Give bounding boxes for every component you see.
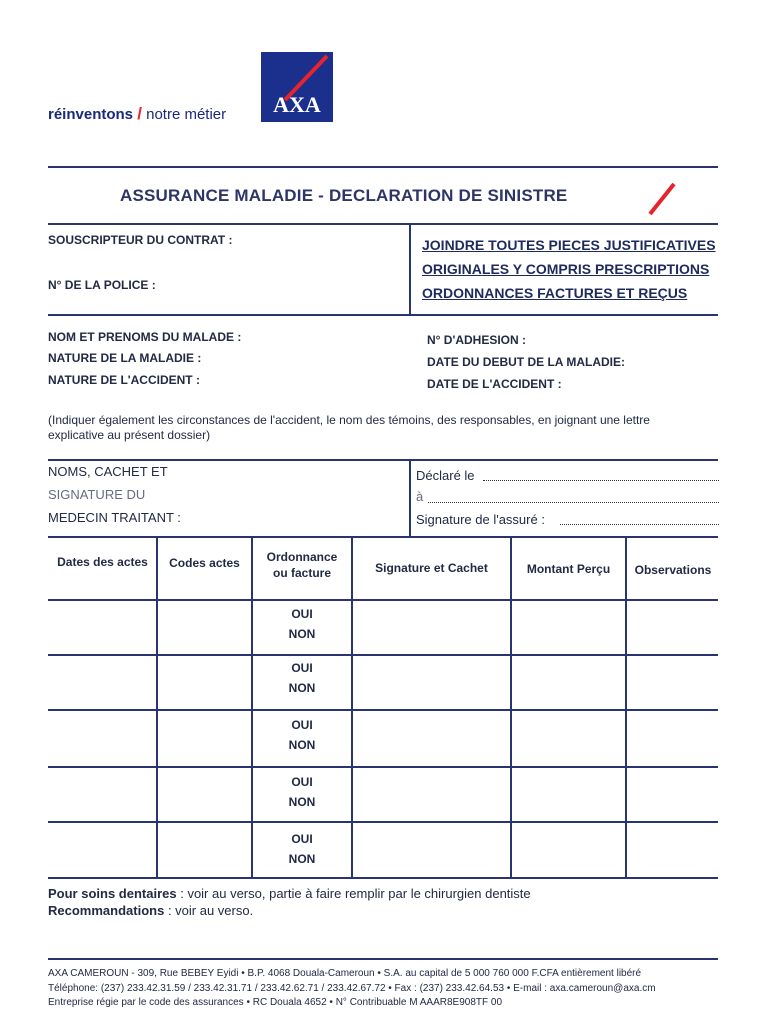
declare-le-label: Déclaré le: [416, 468, 475, 483]
oui-option[interactable]: OUI: [291, 661, 313, 675]
nom-malade-label: NOM ET PRENOMS DU MALADE :: [48, 330, 242, 344]
col-codes-actes: Codes actes: [169, 556, 240, 570]
police-label: N° DE LA POLICE :: [48, 278, 156, 292]
debut-maladie-label: DATE DU DEBUT DE LA MALADIE:: [427, 355, 625, 369]
non-option[interactable]: NON: [288, 795, 316, 809]
slogan-rest: notre métier: [146, 106, 227, 123]
dental-note: [48, 886, 531, 901]
footer-line-2: Téléphone: (237) 233.42.31.59 / 233.42.31.71 / 233.42.62.71 / 233.42.67.72 • Fax : (237) 233.42.64.53 • E-mail : axa.cameroun@axa.cm: [48, 983, 656, 994]
non-option[interactable]: NON: [288, 852, 316, 866]
nature-accident-label: NATURE DE L'ACCIDENT :: [48, 373, 200, 387]
notice-line-1: JOINDRE TOUTES PIECES JUSTIFICATIVES: [422, 237, 716, 253]
svg-text:AXA: AXA: [273, 92, 321, 117]
page-title: ASSURANCE MALADIE - DECLARATION DE SINISTRE: [120, 186, 568, 205]
reco-note-rest: : voir au verso.: [167, 903, 254, 918]
date-accident-label: DATE DE L'ACCIDENT :: [427, 377, 562, 391]
adhesion-label: N° D'ADHESION :: [427, 333, 526, 347]
col-dates-actes: Dates des actes: [57, 555, 148, 569]
non-option[interactable]: NON: [288, 681, 316, 695]
instructions-line-2: explicative au présent dossier): [48, 428, 211, 442]
instructions-line-1: (Indiquer également les circonstances de l'accident, le nom des témoins, des responsables, en joignant une lettre: [48, 413, 650, 427]
slogan-bold: réinventons: [48, 106, 134, 123]
a-label: à: [416, 489, 424, 504]
table-row: [252, 604, 352, 644]
table-row: [252, 715, 352, 755]
recommandations-note: [48, 903, 253, 918]
doctor-label-line-2: SIGNATURE DU: [48, 487, 146, 502]
non-option[interactable]: NON: [288, 627, 316, 641]
dental-note-bold: Pour soins dentaires: [48, 886, 177, 901]
footer-line-3: Entreprise régie par le code des assurances • RC Douala 4652 • N° Contribuable M AAAR8E908TF 00: [48, 997, 503, 1008]
divider: [48, 958, 718, 960]
table-row: [252, 772, 352, 812]
signature-assure-label: Signature de l'assuré :: [416, 512, 545, 527]
footer-line-1: AXA CAMEROUN - 309, Rue BEBEY Eyidi • B.P. 4068 Douala-Cameroun • S.A. au capital de 5 000 760 000 F.CFA entièrement libéré: [48, 968, 642, 979]
col-montant-percu: Montant Perçu: [526, 562, 611, 576]
notice-line-2: ORIGINALES Y COMPRIS PRESCRIPTIONS: [422, 261, 710, 277]
souscripteur-label: SOUSCRIPTEUR DU CONTRAT :: [48, 233, 233, 247]
oui-option[interactable]: OUI: [291, 832, 313, 846]
notice-line-3: ORDONNANCES FACTURES ET REÇUS: [422, 285, 688, 301]
oui-option[interactable]: OUI: [291, 607, 313, 621]
dental-note-rest: : voir au verso, partie à faire remplir par le chirurgien dentiste: [180, 886, 531, 901]
oui-option[interactable]: OUI: [291, 775, 313, 789]
oui-option[interactable]: OUI: [291, 718, 313, 732]
col-observations: Observations: [634, 563, 712, 577]
reco-note-bold: Recommandations: [48, 903, 165, 918]
doctor-label-line-1: NOMS, CACHET ET: [48, 464, 168, 479]
non-option[interactable]: NON: [288, 738, 316, 752]
col-ordonnance-facture: Ordonnance ou facture: [266, 550, 338, 580]
doctor-label-line-3: MEDECIN TRAITANT :: [48, 510, 181, 525]
table-row: [252, 658, 352, 698]
col-signature-cachet: Signature et Cachet: [375, 561, 488, 575]
slash-mark: /: [137, 104, 142, 123]
nature-maladie-label: NATURE DE LA MALADIE :: [48, 351, 202, 365]
table-row: [252, 829, 352, 869]
